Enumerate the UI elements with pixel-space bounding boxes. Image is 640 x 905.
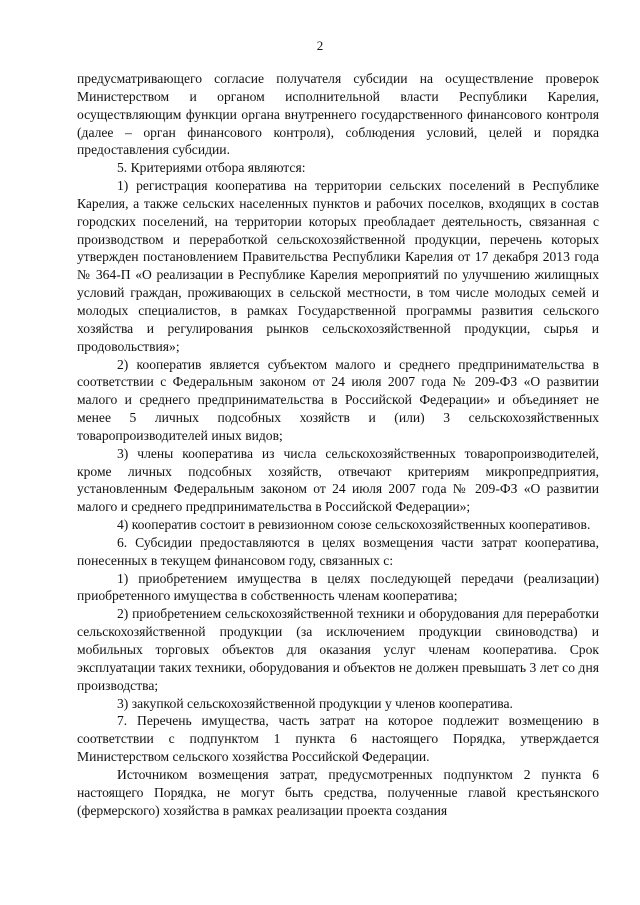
paragraph-criterion-1: 1) регистрация кооператива на территории сельских поселений в Республике Карелия, а также сельских населенных пунктов и рабочих поселков, входящих в состав городских поселений, на территории которых преобладает деятельность, связанная с производством и переработкой сельскохозяйственной продукции, перечень которых утвержден постановлением Правительства Республики Карелия от 17 декабря 2013 года № 364-П «О реализации в Республике Карелия мероприятий по улучшению жилищных условий граждан, проживающих в сельской местности, в том числе молодых семей и молодых специалистов, в рамках Государственной программы развития сельского хозяйства и регулирования рынков сельскохозяйственной продукции, сырья и продовольствия»; xyxy=(77,178,599,354)
paragraph-criterion-4: 4) кооператив состоит в ревизионном союзе сельскохозяйственных кооперативов. xyxy=(117,517,591,533)
paragraph-purpose-2: 2) приобретением сельскохозяйственной техники и оборудования для переработки сельскохозяйственной продукции (за исключением продукции свиноводства) и мобильных торговых объектов для оказания услуг членам кооператива. Срок эксплуатации таких техники, оборудования и объектов не должен превышать 3 лет со дня производства; xyxy=(77,606,599,693)
paragraph-subsidy-purpose: 6. Субсидии предоставляются в целях возмещения части затрат кооператива, понесенных в текущем финансовом году, связанных с: xyxy=(77,534,599,568)
document-body xyxy=(77,70,599,819)
paragraph-criterion-2: 2) кооператив является субъектом малого и среднего предпринимательства в соответствии с Федеральным законом от 24 июля 2007 года № 209-ФЗ «О развитии малого и среднего предпринимательства в Российской Федерации» и объединяет не менее 5 личных подсобных хозяйств и (или) 3 сельскохозяйственных товаропроизводителей иных видов; xyxy=(77,356,599,443)
paragraph-funding-source: Источником возмещения затрат, предусмотренных подпунктом 2 пункта 6 настоящего Порядка, не могут быть средства, полученные главой крестьянского (фермерского) хозяйства в рамках реализации проекта создания xyxy=(77,766,599,818)
page-number: 2 xyxy=(316,38,324,53)
paragraph-purpose-1: 1) приобретением имущества в целях последующей передачи (реализации) приобретенного имущества в собственность членам кооператива; xyxy=(77,570,599,604)
paragraph-purpose-3: 3) закупкой сельскохозяйственной продукции у членов кооператива. xyxy=(117,695,513,711)
paragraph-continuation: предусматривающего согласие получателя субсидии на осуществление проверок Министерством и органом исполнительной власти Республики Карелия, осуществляющим функции органа внутреннего государственного финансового контроля (далее – орган финансового контроля), соблюдения условий, целей и порядка предоставления субсидии. xyxy=(77,71,599,158)
paragraph-criterion-3: 3) члены кооператива из числа сельскохозяйственных товаропроизводителей, кроме личных подсобных хозяйств, отвечают критериям микропредприятия, установленным Федеральным законом от 24 июля 2007 года № 209-ФЗ «О развитии малого и среднего предпринимательства в Российской Федерации»; xyxy=(77,445,599,515)
paragraph-property-list: 7. Перечень имущества, часть затрат на которое подлежит возмещению в соответствии с подпунктом 1 пункта 6 настоящего Порядка, утверждается Министерством сельского хозяйства Российской Федерации. xyxy=(77,713,599,765)
paragraph-criteria-heading: 5. Критериями отбора являются: xyxy=(117,160,306,176)
